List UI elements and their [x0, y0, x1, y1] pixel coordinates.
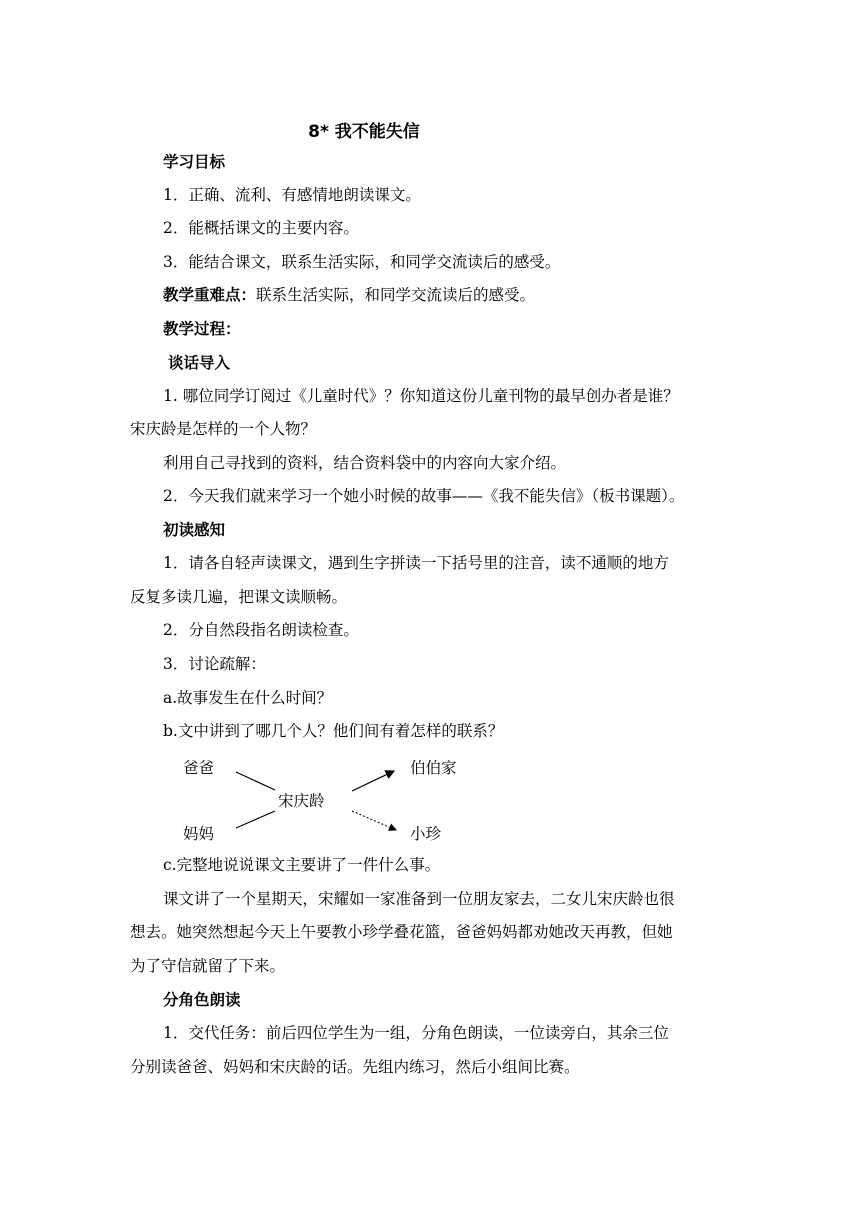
- question-c: c.完整地说说课文主要讲了一件什么事。: [163, 856, 441, 874]
- diagram-xiaozhen: 小珍: [410, 825, 442, 843]
- summary-line-3: 为了守信就留了下来。: [130, 957, 286, 975]
- goal-2: 2．能概括课文的主要内容。: [163, 219, 359, 237]
- goal-1: 1．正确、流利、有感情地朗读课文。: [163, 186, 421, 204]
- intro-paragraph-3: 2．今天我们就来学习一个她小时候的故事——《我不能失信》（板书课题）。: [163, 487, 685, 505]
- diagram-dad: 爸爸: [183, 759, 215, 777]
- reading-paragraph-1-line-2: 反复多读几遍，把课文读顺畅。: [130, 588, 348, 606]
- summary-line-2: 想去。她突然想起今天上午要教小珍学叠花篮，爸爸妈妈都劝她改天再教，但她: [130, 923, 673, 941]
- role-paragraph-1-line-1: 1．交代任务：前后四位学生为一组，分角色朗读，一位读旁白，其余三位: [163, 1024, 669, 1042]
- role-paragraph-1-line-2: 分别读爸爸、妈妈和宋庆龄的话。先组内练习，然后小组间比赛。: [130, 1058, 580, 1076]
- reading-paragraph-2: 2．分自然段指名朗读检查。: [163, 621, 359, 639]
- lesson-title: 8* 我不能失信: [308, 122, 420, 142]
- key-points-text: 联系生活实际，和同学交流读后的感受。: [256, 286, 536, 304]
- reading-paragraph-3: 3．讨论疏解：: [163, 655, 266, 673]
- key-points-label: 教学重难点：: [163, 286, 257, 304]
- key-points: [163, 285, 535, 305]
- heading-first-reading: 初读感知: [163, 521, 226, 539]
- goal-3: 3．能结合课文，联系生活实际，和同学交流读后的感受。: [163, 253, 561, 271]
- diagram-mom: 妈妈: [183, 825, 215, 843]
- intro-paragraph-1-line-2: 宋庆龄是怎样的一个人物？: [130, 420, 317, 438]
- relationship-diagram: [0, 750, 860, 850]
- heading-process: 教学过程：: [163, 320, 241, 338]
- diagram-uncle-home: 伯伯家: [410, 759, 457, 777]
- arrow-center-to-uncle: [352, 771, 394, 791]
- line-dad-to-center: [236, 772, 275, 790]
- heading-intro: 谈话导入: [168, 354, 231, 372]
- question-a: a.故事发生在什么时间？: [163, 689, 333, 707]
- arrow-center-to-xiaozhen: [352, 811, 396, 830]
- intro-paragraph-1-line-1: 1. 哪位同学订阅过《儿童时代》？你知道这份儿童刊物的最早创办者是谁？: [163, 387, 679, 405]
- reading-paragraph-1-line-1: 1．请各自轻声读课文，遇到生字拼读一下括号里的注音，读不通顺的地方: [163, 554, 669, 572]
- intro-paragraph-2: 利用自己寻找到的资料，结合资料袋中的内容向大家介绍。: [163, 454, 567, 472]
- question-b: b.文中讲到了哪几个人？他们间有着怎样的联系？: [163, 722, 504, 740]
- summary-line-1: 课文讲了一个星期天，宋耀如一家准备到一位朋友家去，二女儿宋庆龄也很: [163, 890, 675, 908]
- line-mom-to-center: [236, 811, 275, 828]
- heading-role-reading: 分角色朗读: [163, 991, 241, 1009]
- diagram-center-song-qingling: 宋庆龄: [278, 792, 325, 810]
- heading-learning-goals: 学习目标: [163, 153, 226, 171]
